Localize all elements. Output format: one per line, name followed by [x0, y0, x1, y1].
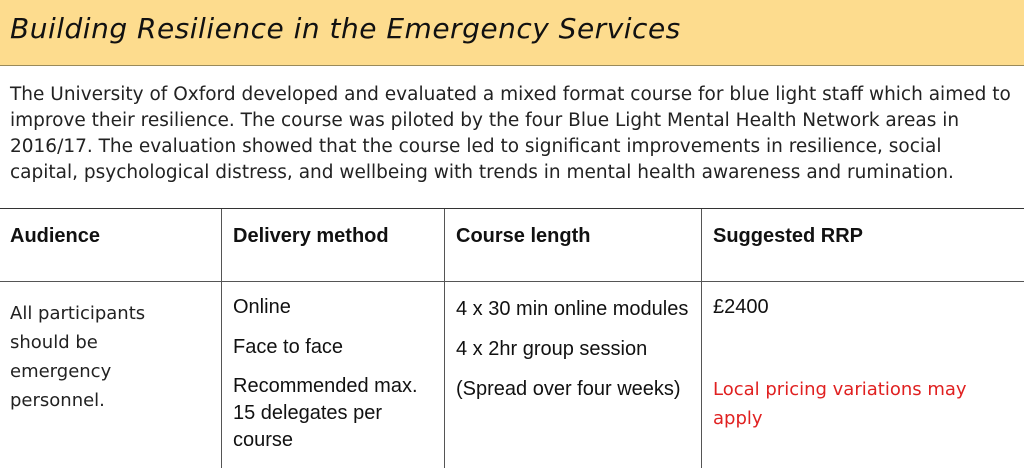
column-divider	[444, 209, 445, 468]
delivery-cell	[233, 293, 438, 466]
header-audience: Audience	[10, 225, 101, 247]
pricing-note: Local pricing variations may apply	[713, 379, 967, 429]
intro-paragraph: The University of Oxford developed and evaluated a mixed format course for blue light staff which aimed to improve their resilience. The course was piloted by the four Blue Light Mental Health Network areas in 2016/17. The evaluation showed that the course led to significant improvements in resilience, social capital, psychological distress, and wellbeing with trends in mental health awareness and rumination.	[10, 84, 1011, 183]
course-length-cell	[456, 295, 696, 415]
page-title: Building Resilience in the Emergency Services	[10, 12, 681, 45]
delivery-recommendation: Recommended max. 15 delegates per course	[233, 375, 418, 451]
course-table	[0, 208, 1024, 468]
column-divider	[221, 209, 222, 468]
header-divider	[0, 281, 1024, 282]
course-online-modules: 4 x 30 min online modules	[456, 298, 689, 320]
header-suggested-rrp: Suggested RRP	[713, 225, 864, 247]
audience-cell: All participants should be emergency personnel.	[10, 303, 146, 411]
header-course-length: Course length	[456, 225, 591, 247]
delivery-face-to-face: Face to face	[233, 336, 344, 358]
course-group-session: 4 x 2hr group session	[456, 338, 648, 360]
delivery-online: Online	[233, 296, 291, 318]
course-spread: (Spread over four weeks)	[456, 378, 681, 400]
rrp-price: £2400	[713, 296, 769, 318]
header-delivery-method: Delivery method	[233, 225, 389, 247]
column-divider	[701, 209, 702, 468]
title-bar	[0, 0, 1024, 66]
